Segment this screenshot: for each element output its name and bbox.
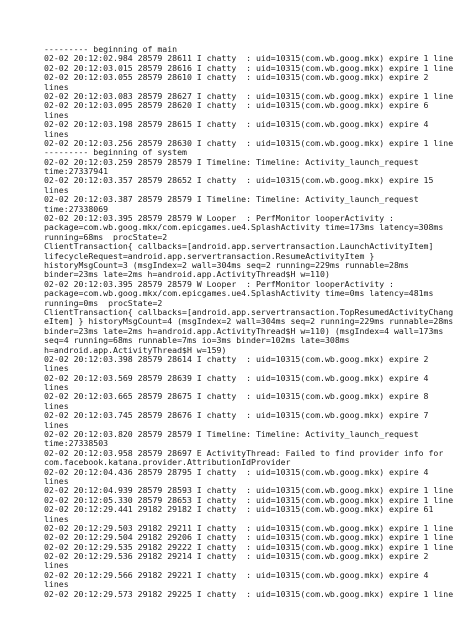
log-line: lines <box>44 560 69 571</box>
log-line: 02-02 20:12:03.958 28579 28697 E ActivityThread: Failed to find provider info for <box>44 447 444 458</box>
log-line: lines <box>44 184 69 195</box>
log-line: 02-02 20:12:03.055 28579 28610 I chatty : uid=10315(com.wb.goog.mkx) expire 2 <box>44 72 429 83</box>
log-line: 02-02 20:12:04.939 28579 28593 I chatty : uid=10315(com.wb.goog.mkx) expire 1 line <box>44 485 454 496</box>
log-line: time:27338503 <box>44 438 109 449</box>
log-line: --------- beginning of system <box>44 147 187 158</box>
log-line: --------- beginning of main <box>44 44 178 54</box>
log-line: 02-02 20:12:03.820 28579 28579 I Timeline: Timeline: Activity_launch_request <box>44 429 419 440</box>
log-line: 02-02 20:12:03.198 28579 28615 I chatty : uid=10315(com.wb.goog.mkx) expire 4 <box>44 119 429 130</box>
log-line: binder=23ms late=2ms h=android.app.ActivityThread$H w=110) (msgIndex=4 wall=173ms <box>44 325 444 336</box>
log-line: h=android.app.ActivityThread$H w=159) <box>44 344 227 355</box>
log-line: 02-02 20:12:03.387 28579 28579 I Timeline: Timeline: Activity_launch_request <box>44 194 419 205</box>
log-line: 02-02 20:12:29.573 29182 29225 I chatty : uid=10315(com.wb.goog.mkx) expire 1 line <box>44 588 454 599</box>
log-line: lines <box>44 81 69 92</box>
log-text <box>44 45 464 599</box>
log-line: com.facebook.katana.provider.AttributionIdProvider <box>44 457 291 468</box>
log-line: 02-02 20:12:29.566 29182 29221 I chatty : uid=10315(com.wb.goog.mkx) expire 4 <box>44 569 429 580</box>
log-line: lines <box>44 475 69 486</box>
log-line: ClientTransaction{ callbacks=[android.app.servertransaction.LaunchActivityItem] <box>44 241 434 252</box>
log-line: 02-02 20:12:29.535 29182 29222 I chatty : uid=10315(com.wb.goog.mkx) expire 1 line <box>44 541 454 552</box>
log-line: 02-02 20:12:03.398 28579 28614 I chatty : uid=10315(com.wb.goog.mkx) expire 2 <box>44 353 429 364</box>
log-line: ClientTransaction{ callbacks=[android.app.servertransaction.TopResumedActivityChang <box>44 306 454 317</box>
log-line: 02-02 20:12:02.984 28579 28611 I chatty : uid=10315(com.wb.goog.mkx) expire 1 line <box>44 53 454 64</box>
log-line: 02-02 20:12:03.095 28579 28620 I chatty : uid=10315(com.wb.goog.mkx) expire 6 <box>44 100 429 111</box>
log-line: binder=23ms late=2ms h=android.app.ActivityThread$H w=110) <box>44 269 330 280</box>
log-line: time:27337941 <box>44 166 109 177</box>
log-line: lines <box>44 579 69 590</box>
log-line: 02-02 20:12:29.504 29182 29206 I chatty : uid=10315(com.wb.goog.mkx) expire 1 line <box>44 532 454 543</box>
log-line: lifecycleRequest=android.app.servertransaction.ResumeActivityItem } <box>44 250 375 261</box>
log-line: package=com.wb.goog.mkx/com.epicgames.ue4.SplashActivity time=0ms latency=481ms <box>44 288 434 299</box>
log-line: 02-02 20:12:05.330 28579 28653 I chatty : uid=10315(com.wb.goog.mkx) expire 1 line <box>44 494 454 505</box>
log-line: 02-02 20:12:04.436 28579 28795 I chatty : uid=10315(com.wb.goog.mkx) expire 4 <box>44 466 429 477</box>
log-line: 02-02 20:12:03.395 28579 28579 W Looper : PerfMonitor looperActivity : <box>44 278 394 289</box>
log-line: 02-02 20:12:03.083 28579 28627 I chatty : uid=10315(com.wb.goog.mkx) expire 1 line <box>44 90 454 101</box>
log-line: 02-02 20:12:03.256 28579 28630 I chatty : uid=10315(com.wb.goog.mkx) expire 1 line <box>44 137 454 148</box>
log-line: 02-02 20:12:29.536 29182 29214 I chatty : uid=10315(com.wb.goog.mkx) expire 2 <box>44 551 429 562</box>
log-line: time:27338069 <box>44 203 109 214</box>
log-line: running=0ms procState=2 <box>44 297 163 308</box>
log-line: 02-02 20:12:03.259 28579 28579 I Timeline: Timeline: Activity_launch_request <box>44 156 419 167</box>
log-line: running=68ms procState=2 <box>44 231 168 242</box>
log-line: lines <box>44 400 69 411</box>
log-line: 02-02 20:12:03.357 28579 28652 I chatty : uid=10315(com.wb.goog.mkx) expire 15 <box>44 175 434 186</box>
log-line: 02-02 20:12:03.745 28579 28676 I chatty : uid=10315(com.wb.goog.mkx) expire 7 <box>44 410 429 421</box>
log-line: 02-02 20:12:29.503 29182 29211 I chatty : uid=10315(com.wb.goog.mkx) expire 1 line <box>44 522 454 533</box>
log-line: eItem] } historyMsgCount=4 (msgIndex=2 wall=304ms seq=2 running=229ms runnable=28ms <box>44 316 454 327</box>
log-line: package=com.wb.goog.mkx/com.epicgames.ue4.SplashActivity time=173ms latency=308ms <box>44 222 444 233</box>
log-line: historyMsgCount=3 (msgIndex=2 wall=304ms seq=2 running=229ms runnable=28ms <box>44 259 409 270</box>
log-line: seq=4 running=68ms runnable=7ms io=3ms binder=102ms late=308ms <box>44 335 350 346</box>
log-line: 02-02 20:12:03.569 28579 28639 I chatty : uid=10315(com.wb.goog.mkx) expire 4 <box>44 372 429 383</box>
log-line: 02-02 20:12:03.395 28579 28579 W Looper : PerfMonitor looperActivity : <box>44 213 394 224</box>
log-line: 02-02 20:12:03.665 28579 28675 I chatty : uid=10315(com.wb.goog.mkx) expire 8 <box>44 391 429 402</box>
log-line: 02-02 20:12:03.015 28579 28616 I chatty : uid=10315(com.wb.goog.mkx) expire 1 line <box>44 62 454 73</box>
log-line: lines <box>44 363 69 374</box>
log-line: lines <box>44 513 69 524</box>
log-line: lines <box>44 419 69 430</box>
log-line: lines <box>44 382 69 393</box>
log-line: lines <box>44 109 69 120</box>
log-line: 02-02 20:12:29.441 29182 29182 I chatty : uid=10315(com.wb.goog.mkx) expire 61 <box>44 504 434 515</box>
log-line: lines <box>44 128 69 139</box>
